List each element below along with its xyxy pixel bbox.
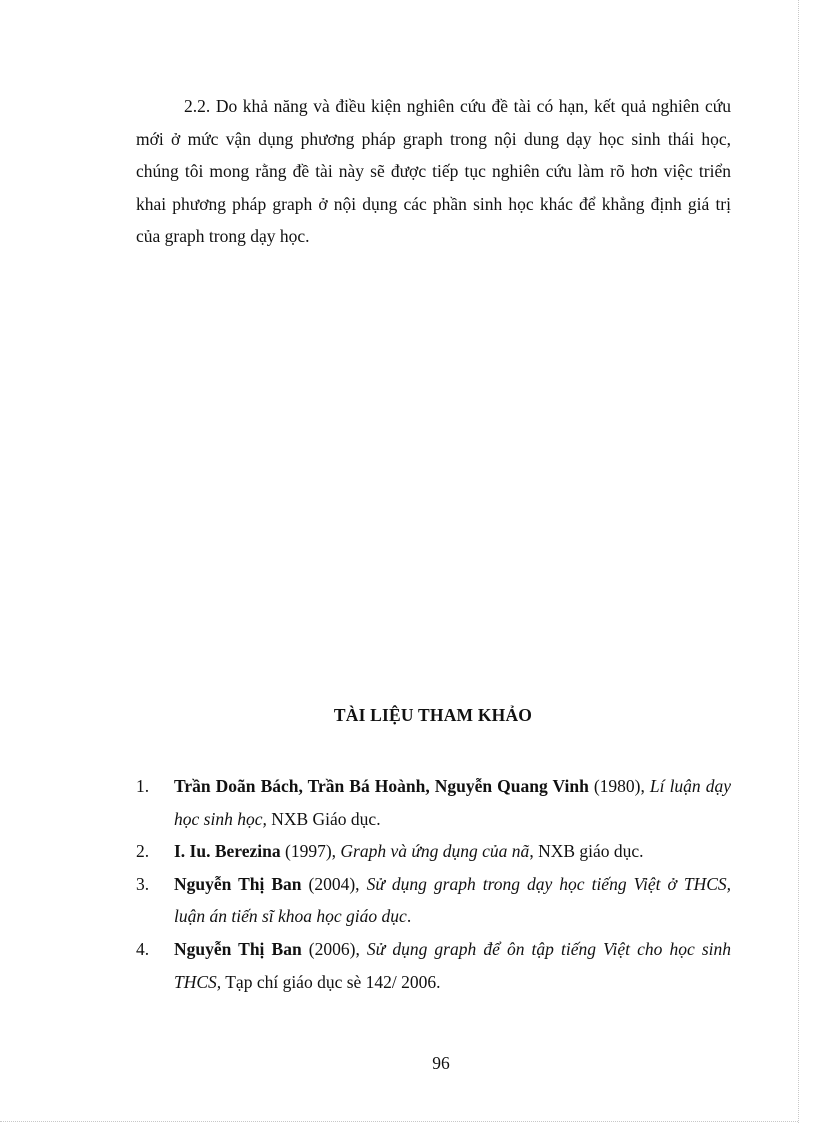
body-paragraph: 2.2. Do khả năng và điều kiện nghiên cứu đề tài có hạn, kết quả nghiên cứu mới ở mức vận dụng phương pháp graph trong nội dung dạy học sinh thái học, chúng tôi mong rằng đề tài này sẽ được tiếp tục nghiên cứu làm rõ hơn việc triển khai phương pháp graph ở nội dụng các phần sinh học khác để khẳng định giá trị của graph trong dạy học. — [136, 96, 731, 247]
reference-year: (2006), — [301, 938, 367, 959]
references-heading: TÀI LIỆU THAM KHẢO — [333, 705, 533, 725]
reference-item — [136, 868, 731, 933]
reference-list — [136, 770, 731, 998]
reference-title: Lí luận dạy học sinh học, — [174, 776, 731, 829]
reference-authors: Trần Doãn Bách, Trần Bá Hoành, Nguyễn Quang Vinh — [174, 776, 589, 796]
reference-number: 1. — [136, 776, 150, 796]
reference-year: (1980), — [588, 776, 650, 796]
reference-item — [136, 770, 731, 835]
reference-publisher: Tạp chí giáo dục sè 142/ 2006. — [221, 971, 441, 992]
reference-authors: Nguyễn Thị Ban — [174, 938, 302, 959]
reference-authors: Nguyễn Thị Ban — [174, 873, 302, 894]
reference-publisher: NXB Giáo dục. — [266, 808, 381, 829]
reference-title: Sử dụng graph để ôn tập tiếng Việt cho học sinh THCS, — [174, 938, 731, 992]
reference-authors: I. Iu. Berezina — [174, 841, 281, 862]
reference-number: 2. — [136, 841, 150, 862]
reference-publisher: , NXB giáo dục. — [529, 841, 644, 862]
reference-item — [136, 933, 731, 998]
reference-number: 4. — [136, 938, 150, 959]
reference-number: 3. — [136, 873, 150, 894]
reference-publisher: . — [406, 906, 412, 927]
reference-title: Sử dụng graph trong dạy học tiếng Việt ở THCS, luận án tiến sĩ khoa học giáo dục — [174, 873, 732, 927]
page-edge-bottom — [0, 1121, 798, 1122]
reference-year: (1997), — [280, 841, 341, 862]
reference-item — [136, 835, 731, 868]
reference-title: Graph và ứng dụng của nã — [340, 841, 530, 862]
page-edge-right — [798, 0, 799, 1123]
page-number: 96 — [432, 1053, 450, 1073]
reference-year: (2004), — [301, 873, 367, 894]
